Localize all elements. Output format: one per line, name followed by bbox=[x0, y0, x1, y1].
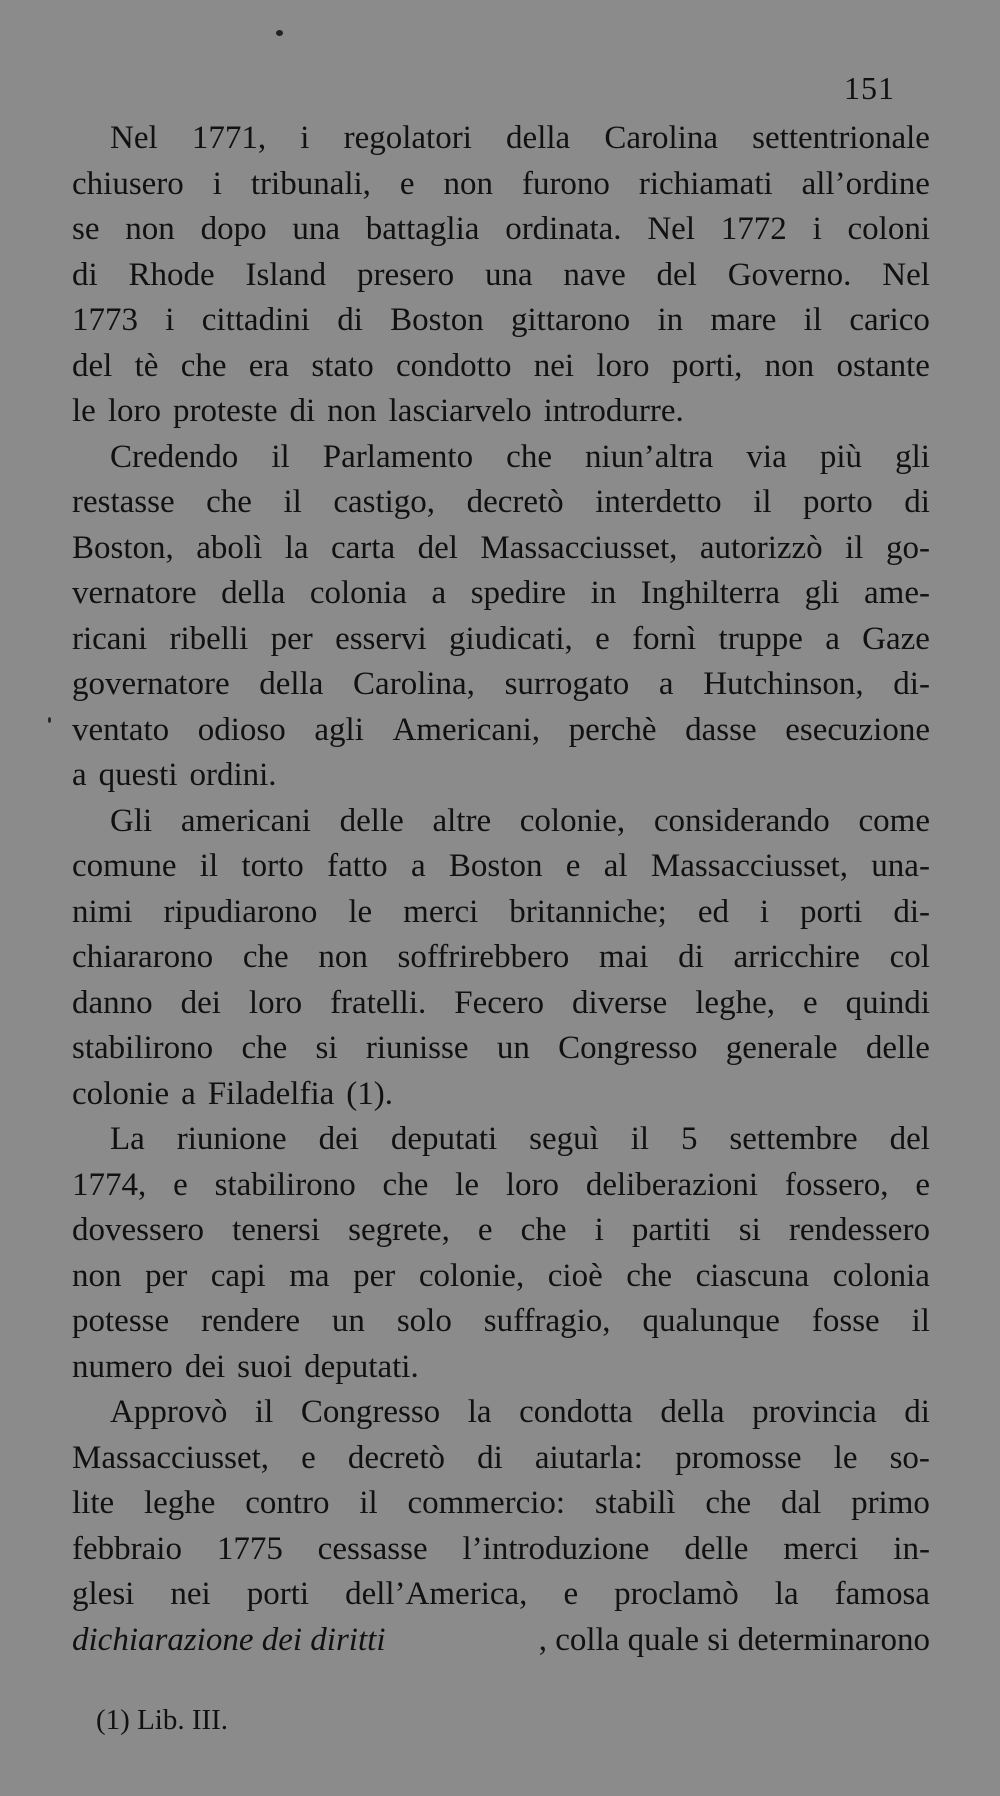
text-line: non per capi ma per colonie, cioè che ciascuna colonia bbox=[72, 1257, 930, 1294]
text-line: comune il torto fatto a Boston e al Massacciusset, una- bbox=[72, 848, 930, 884]
text-line: Gli americani delle altre colonie, considerando come bbox=[110, 802, 930, 839]
footnote: (1) Lib. III. bbox=[96, 1704, 229, 1736]
text-line: La riunione dei deputati seguì il 5 settembre del bbox=[110, 1121, 930, 1157]
text-line: Boston, abolì la carta del Massacciusset, autorizzò il go- bbox=[72, 529, 930, 566]
text-line: del tè che era stato condotto nei loro porti, non ostante bbox=[72, 347, 930, 384]
text-line: glesi nei porti dell’America, e proclamò la famosa bbox=[72, 1576, 930, 1612]
text-line: se non dopo una battaglia ordinata. Nel 1772 i coloni bbox=[72, 211, 930, 247]
text-line: le loro proteste di non lasciarvelo introdurre. bbox=[72, 393, 684, 429]
text-line: lite leghe contro il commercio: stabilì che dal primo bbox=[72, 1485, 930, 1521]
text-line: nimi ripudiarono le merci britanniche; ed i porti di- bbox=[72, 893, 930, 930]
page-number: 151 bbox=[844, 70, 895, 106]
text-line: 1774, e stabilirono che le loro deliberazioni fossero, e bbox=[72, 1166, 930, 1203]
text-line: ricani ribelli per esservi giudicati, e fornì truppe a Gaze bbox=[72, 620, 930, 657]
text-line: 1773 i cittadini di Boston gittarono in mare il carico bbox=[72, 302, 930, 338]
text-line bbox=[72, 1618, 930, 1664]
text-line: numero dei suoi deputati. bbox=[72, 1348, 419, 1385]
ink-speck bbox=[48, 717, 51, 723]
text-line: danno dei loro fratelli. Fecero diverse leghe, e quindi bbox=[72, 984, 930, 1021]
text-line: febbraio 1775 cessasse l’introduzione delle merci in- bbox=[72, 1530, 930, 1567]
text-line: Credendo il Parlamento che niun’altra via più gli bbox=[110, 438, 930, 475]
text-line: governatore della Carolina, surrogato a Hutchinson, di- bbox=[72, 666, 930, 702]
italic-phrase: dichiarazione dei diritti bbox=[72, 1621, 386, 1658]
text-line: vernatore della colonia a spedire in Inghilterra gli ame- bbox=[72, 575, 930, 611]
text-line: chiararono che non soffrirebbero mai di arricchire col bbox=[72, 939, 930, 975]
text-line: Approvò il Congresso la condotta della provincia di bbox=[110, 1394, 930, 1430]
text-line: potesse rendere un solo suffragio, qualunque fosse il bbox=[72, 1303, 930, 1339]
body-text bbox=[72, 116, 930, 1663]
text-line: Massacciusset, e decretò di aiutarla: promosse le so- bbox=[72, 1439, 930, 1476]
text-line: Nel 1771, i regolatori della Carolina settentrionale bbox=[110, 120, 930, 156]
ink-speck bbox=[276, 30, 283, 36]
text-line: dovessero tenersi segrete, e che i partiti si rendessero bbox=[72, 1212, 930, 1248]
text-line: ventato odioso agli Americani, perchè dasse esecuzione bbox=[72, 711, 930, 748]
text-line: colonie a Filadelfia (1). bbox=[72, 1075, 393, 1112]
text-line: di Rhode Island presero una nave del Governo. Nel bbox=[72, 256, 930, 293]
text-line: restasse che il castigo, decretò interdetto il porto di bbox=[72, 484, 930, 520]
text-line: chiusero i tribunali, e non furono richiamati all’ordine bbox=[72, 165, 930, 202]
line-rest: , colla quale si determinarono bbox=[538, 1621, 930, 1658]
text-line: stabilirono che si riunisse un Congresso generale delle bbox=[72, 1030, 930, 1066]
text-line: a questi ordini. bbox=[72, 757, 277, 793]
